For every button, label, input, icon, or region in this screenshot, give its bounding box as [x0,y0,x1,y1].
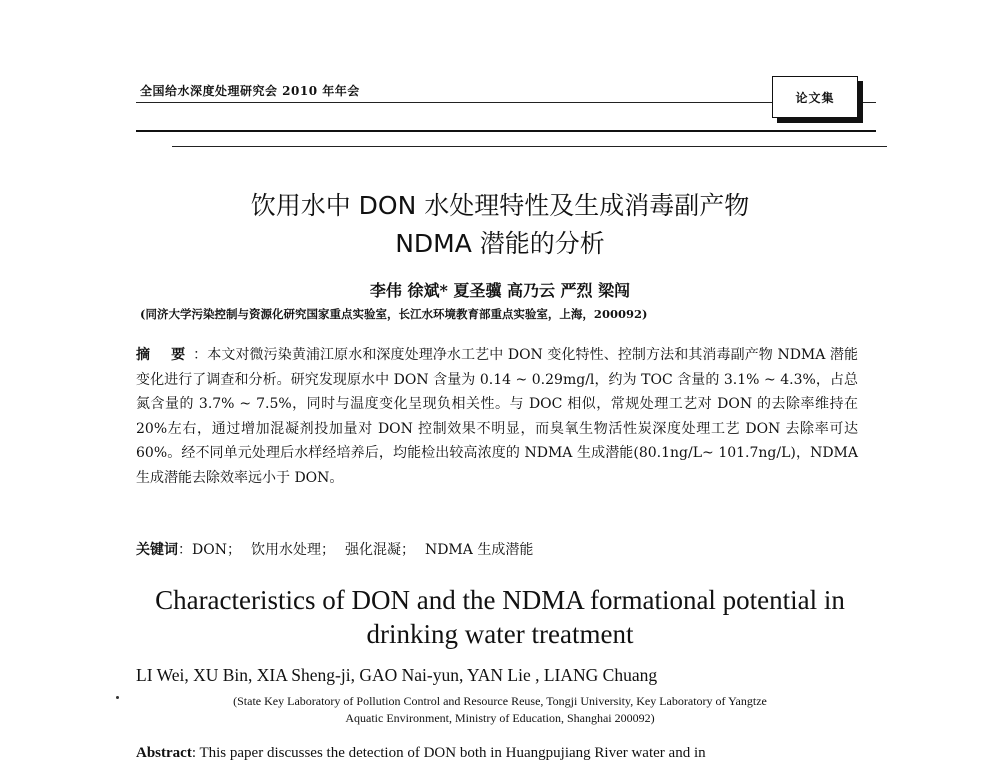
header-rule-thick [136,130,876,132]
running-head: 全国给水深度处理研究会 2010 年年会 [140,84,360,98]
header-rule-top [136,102,876,103]
affiliation-en-line1: (State Key Laboratory of Pollution Control and Resource Reuse, Tongji University, Key Laboratory of Yangtze [233,694,767,708]
title-cn-line2: NDMA 潜能的分析 [395,229,605,258]
keyword-item: 强化混凝； [344,542,415,558]
authors-en: LI Wei, XU Bin, XIA Sheng-ji, GAO Nai-yun, YAN Lie , LIANG Chuang [136,665,658,685]
title-cn-line1: 饮用水中 DON 水处理特性及生成消毒副产物 [250,191,750,220]
keyword-item: ：DON； [178,542,241,558]
keyword-item: 饮用水处理； [250,542,335,558]
keywords-cn [136,539,543,559]
affiliation-cn: (同济大学污染控制与资源化研究国家重点实验室，长江水环境教育部重点实验室，上海，200092) [140,307,648,321]
keyword-item: NDMA 生成潜能 [424,542,534,558]
title-en-line1: Characteristics of DON and the NDMA formational potential in [155,585,845,615]
abstract-cn [136,343,858,490]
abstract-en-text: : This paper discusses the detection of DON both in Huangpujiang River water and in [191,745,706,761]
keywords-cn-label: 关键词 [136,542,178,558]
affiliation-en-line2: Aquatic Environment, Ministry of Education, Shanghai 200092) [345,711,655,725]
abstract-en [136,745,706,762]
abstract-cn-text: ：本文对微污染黄浦江原水和深度处理净水工艺中 DON 变化特性、控制方法和其消毒副产物 NDMA 潜能变化进行了调查和分析。研究发现原水中 DON 含量为 0.14 ~ 0.29mg/l，约为 TOC 含量的 3.1% ~ 4.3%，占总氮含量的 3.7% ~ 7.5%，同时与温度变化呈现负相关性。与 DOC 相似，常规处理工艺对 DON 的去除率维持在 20%左右，通过增加混凝剂投加量对 DON 控制效果不明显，而臭氧生物活性炭深度处理工艺 DON 去除率可达 60%。经不同单元处理后水样经培养后，均能检出较高浓度的 NDMA 生成潜能(80.1ng/L~ 101.7ng/L)，NDMA 生成潜能去除效率远小于 DON。 [136,347,859,486]
authors-cn: 李伟 徐斌* 夏圣骥 高乃云 严烈 梁闯 [369,281,631,300]
section-badge: 论文集 [772,76,858,118]
header-rule-second [172,146,887,147]
scan-speck [116,696,119,699]
abstract-cn-label: 摘 要 [136,347,194,363]
abstract-en-label: Abstract [136,745,192,761]
title-en-line2: drinking water treatment [366,619,634,649]
